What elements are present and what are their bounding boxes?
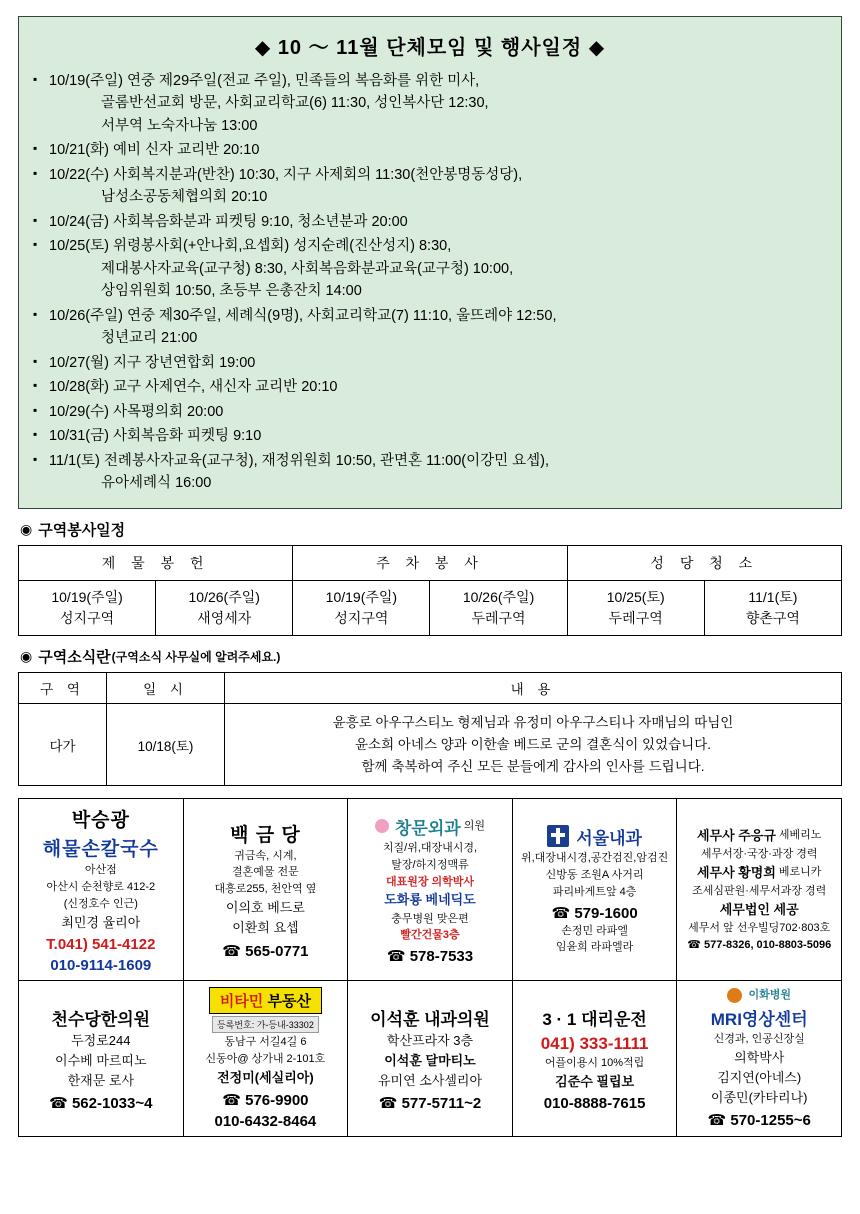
ad-banner-part2: 부동산 <box>267 992 311 1010</box>
ad-line: 신방동 조원A 사거리 <box>545 868 644 881</box>
ad-highlight: 대표원장 의학박사 <box>385 875 475 888</box>
service-header-offering: 제 물 봉 헌 <box>19 546 293 581</box>
service-cell-date: 10/26(주일) <box>188 589 260 606</box>
schedule-item-cont: 상임위원회 10:50, 초등부 은총잔치 14:00 <box>101 283 362 300</box>
service-cell-zone: 향촌구역 <box>745 610 800 627</box>
ad-31-designated-driver[interactable] <box>513 981 678 1137</box>
ad-person: 최민경 율리아 <box>61 914 141 930</box>
news-body-line: 윤흥로 아우구스티노 형제님과 유정미 아우구스티나 자매님의 따님인 <box>332 715 734 731</box>
news-section-heading <box>20 646 842 667</box>
ad-person: 전정미(세실리아) <box>217 1069 314 1085</box>
ad-person: 김준수 필립보 <box>555 1073 635 1089</box>
ad-vitamin-realestate[interactable] <box>184 981 349 1137</box>
ad-person: 이환희 요셉 <box>232 920 299 936</box>
news-header-body: 내 용 <box>225 673 842 704</box>
ad-person: 도화룡 베네딕도 <box>384 892 476 908</box>
ad-line: 귀금속, 시계, <box>234 849 297 862</box>
ad-phone[interactable]: ☎ 577-5711~2 <box>378 1095 482 1113</box>
ad-phone[interactable]: ☎ 577-8326, 010-8803-5096 <box>687 938 832 951</box>
news-header-zone: 구 역 <box>19 673 107 704</box>
ad-person: 손정민 라파엘 <box>561 924 628 937</box>
ad-clinic-suffix: 의원 <box>463 819 485 832</box>
ad-leeseokhun-clinic[interactable] <box>348 981 513 1137</box>
cross-logo-icon <box>547 825 569 847</box>
ad-line: 학산프라자 3층 <box>386 1032 474 1048</box>
ad-phone[interactable]: 041) 333-1111 <box>540 1033 649 1053</box>
ad-phone[interactable]: ☎ 565-0771 <box>222 942 309 960</box>
ad-line: 아산점 <box>84 864 117 877</box>
schedule-item-main: 10/25(토) 위령봉사회(+안나회,요셉회) 성지순례(진산성지) 8:30, <box>49 238 452 255</box>
schedule-item-main: 10/31(금) 사회복음화 피켓팅 9:10 <box>49 428 262 445</box>
ad-brand-row <box>727 988 791 1003</box>
ad-line: 결혼예물 전문 <box>231 866 299 879</box>
ad-clinic-name: 천수당한의원 <box>51 1009 151 1029</box>
schedule-item <box>31 425 829 447</box>
ad-haemul-kalguksu[interactable] <box>19 799 184 981</box>
ad-badge: 세베리노 <box>778 829 822 842</box>
ad-brand-row <box>375 814 485 839</box>
schedule-item-main: 10/29(수) 사목평의회 20:00 <box>49 403 224 420</box>
schedule-item-main: 10/24(금) 사회복음화분과 피켓팅 9:10, 청소년분과 20:00 <box>49 213 408 230</box>
service-cell-zone: 두레구역 <box>471 610 526 627</box>
service-section-heading <box>20 519 842 540</box>
service-header-cleaning: 성 당 청 소 <box>567 546 841 581</box>
schedule-item-cont: 서부역 노숙자나눔 13:00 <box>101 117 258 134</box>
ad-name-row <box>697 864 821 882</box>
news-body-line: 함께 축복하여 주신 모든 분들에게 감사의 인사를 드립니다. <box>361 758 705 774</box>
ad-cheonsudang-oriental-clinic[interactable] <box>19 981 184 1137</box>
news-heading-label: 구역소식란 <box>38 649 111 667</box>
schedule-item <box>31 352 829 374</box>
ad-shop-name: 해물손칼국수 <box>42 839 159 861</box>
ad-owner-name: 박승광 <box>71 810 130 832</box>
ad-line: 위,대장내시경,공간검진,암검진 <box>520 851 669 864</box>
ad-name-row <box>697 827 821 845</box>
ad-line: 세무서장·국장·과장 경력 <box>700 847 818 860</box>
service-cell <box>293 581 430 636</box>
service-cell <box>156 581 293 636</box>
table-row <box>19 704 842 786</box>
service-cell-date: 11/1(토) <box>748 589 798 606</box>
schedule-item-cont: 제대봉사자교육(교구청) 8:30, 사회복음화분과교육(교구청) 10:00, <box>101 260 514 277</box>
ad-mobile[interactable]: 010-6432-8464 <box>214 1112 317 1130</box>
ad-line: 조세심판원·세무서과장 경력 <box>692 884 827 897</box>
ad-person: 세무사 주응규 <box>696 827 776 843</box>
schedule-item-main: 10/28(화) 교구 사제연수, 새신자 교리반 20:10 <box>49 379 338 396</box>
ads-row-2 <box>18 981 842 1137</box>
ad-brand: 이화병원 <box>748 988 791 1001</box>
ad-phone[interactable]: ☎ 579-1600 <box>551 904 638 922</box>
ad-phone[interactable]: ☎ 562-1033~4 <box>49 1095 153 1113</box>
service-cell-date: 10/19(주일) <box>51 589 123 606</box>
ad-person: 이석훈 달마티노 <box>384 1052 476 1068</box>
ad-license: 등록번호: 가-등내-33302 <box>212 1016 319 1033</box>
service-cell-date: 10/26(주일) <box>462 589 535 606</box>
ad-person: 이수베 마르띠노 <box>55 1052 147 1068</box>
schedule-title: ◆ 10 ～ 11월 단체모임 및 행사일정 ◆ <box>254 37 606 59</box>
ad-person: 한재문 로사 <box>67 1072 134 1088</box>
ad-line: 어플이용시 10%적립 <box>544 1056 645 1069</box>
ad-line: 신경과, 인공신장실 <box>713 1032 805 1045</box>
schedule-item <box>31 305 829 350</box>
schedule-item-cont: 청년교리 21:00 <box>101 330 198 347</box>
ad-banner <box>209 987 322 1014</box>
circle-bullet-icon: ◉ <box>20 521 33 538</box>
ad-line: 세무서 앞 선우빌딩702·803호 <box>688 921 831 934</box>
news-zone: 다가 <box>19 704 107 786</box>
ad-service-name: 3 · 1 대리운전 <box>542 1009 647 1029</box>
ad-phone[interactable]: ☎ 578-7533 <box>386 948 474 966</box>
ad-clinic-name: 창문외과 <box>395 818 461 838</box>
news-date: 10/18(토) <box>107 704 225 786</box>
ad-person: 세무사 황명희 <box>696 864 776 880</box>
schedule-item-main: 10/22(수) 사회복지분과(반찬) 10:30, 지구 사제회의 11:30(천안봉명동성당), <box>49 166 523 183</box>
circle-bullet-icon: ◉ <box>20 648 33 665</box>
schedule-item-cont: 남성소공동체협의회 20:10 <box>101 189 268 206</box>
service-cell-zone: 성지구역 <box>334 610 389 627</box>
service-heading-label: 구역봉사일정 <box>38 522 126 540</box>
ad-mobile[interactable]: 010-8888-7615 <box>543 1094 646 1112</box>
ad-line: 파리바게트앞 4층 <box>552 885 637 898</box>
schedule-item-main: 10/19(주일) 연중 제29주일(전교 주일), 민족들의 복음화를 위한 미사, <box>49 73 480 89</box>
service-cell-date: 10/19(주일) <box>325 589 398 606</box>
news-table <box>18 672 842 786</box>
ad-mobile[interactable]: 010-9114-1609 <box>50 956 152 974</box>
schedule-item-main: 10/26(주일) 연중 제30주일, 세례식(9명), 사회교리학교(7) 11:10, 울뜨레야 12:50, <box>49 307 557 324</box>
ad-line: 빨간건물3층 <box>400 929 460 942</box>
schedule-item <box>31 235 829 302</box>
schedule-item-cont: 유아세례식 16:00 <box>101 474 212 491</box>
ad-address: 두정로244 <box>71 1032 131 1048</box>
ad-person: 임윤희 라파엘라 <box>555 941 634 954</box>
schedule-item <box>31 211 829 233</box>
ad-person: 이의호 베드로 <box>225 900 305 916</box>
schedule-item <box>31 450 829 495</box>
ad-changmun-surgery[interactable] <box>348 799 513 981</box>
service-header-parking: 주 차 봉 사 <box>293 546 567 581</box>
ad-line: (신정호수 인근) <box>63 897 138 910</box>
ad-firm-name: 세무법인 세공 <box>719 901 799 917</box>
schedule-item <box>31 139 829 161</box>
ad-center-name: MRI영상센터 <box>710 1009 808 1029</box>
ad-phone[interactable]: ☎ 570-1255~6 <box>707 1112 811 1130</box>
ad-line: 의학박사 <box>734 1049 785 1065</box>
ad-badge: 베로니카 <box>778 866 822 879</box>
service-cell-date: 10/25(토) <box>606 589 665 606</box>
schedule-item-main: 10/27(월) 지구 장년연합회 19:00 <box>49 354 256 371</box>
ad-line: 동남구 서길4길 6 <box>224 1035 307 1048</box>
service-cell-zone: 새영세자 <box>197 610 252 627</box>
schedule-item <box>31 376 829 398</box>
ad-line: 대흥로255, 천안역 옆 <box>214 883 317 896</box>
ad-line: 아산시 순천향로 412-2 <box>46 881 156 894</box>
table-header-row <box>19 546 842 581</box>
news-body-line: 윤소희 아네스 양과 이한솔 베드로 군의 결혼식이 있었습니다. <box>354 737 712 753</box>
service-cell <box>704 581 841 636</box>
news-body <box>225 704 842 786</box>
ad-line: 탈장/하지정맥류 <box>391 858 469 871</box>
ad-person: 김지연(아네스) <box>717 1069 802 1085</box>
ad-line: 신동아@ 상가내 2-101호 <box>205 1052 326 1065</box>
schedule-item <box>31 70 829 137</box>
schedule-item <box>31 401 829 423</box>
ad-phone[interactable]: T.041) 541-4122 <box>46 935 156 953</box>
flower-logo-icon <box>375 819 389 833</box>
schedule-box <box>18 16 842 509</box>
schedule-item-main: 10/21(화) 예비 신자 교리반 20:10 <box>49 142 260 159</box>
service-cell <box>430 581 567 636</box>
news-header-date: 일 시 <box>107 673 225 704</box>
table-row <box>19 581 842 636</box>
ad-phone[interactable]: ☎ 576-9900 <box>222 1091 309 1109</box>
ad-ewha-mri-center[interactable] <box>677 981 842 1137</box>
ads-row-1 <box>18 798 842 981</box>
table-header-row <box>19 673 842 704</box>
hospital-logo-icon <box>727 988 742 1003</box>
ad-brand-row <box>547 824 642 849</box>
ad-person: 이종민(카타리나) <box>710 1089 808 1105</box>
ad-tax-accountant[interactable] <box>677 799 842 981</box>
ad-line: 치질/위,대장내시경, <box>382 841 478 854</box>
ad-person: 유미연 소사셀리아 <box>377 1072 483 1088</box>
news-heading-sub: (구역소식 사무실에 알려주세요.) <box>111 650 281 665</box>
service-cell-zone: 성지구역 <box>60 610 115 627</box>
service-cell <box>567 581 704 636</box>
schedule-list <box>31 70 829 494</box>
schedule-item-main: 11/1(토) 전례봉사자교육(교구청), 재정위원회 10:50, 관면혼 11:00(이강민 요셉), <box>49 452 550 469</box>
ad-clinic-name: 이석훈 내과의원 <box>370 1009 490 1029</box>
schedule-item-cont: 골롬반선교회 방문, 사회교리학교(6) 11:30, 성인복사단 12:30, <box>101 95 489 112</box>
service-table <box>18 545 842 636</box>
ad-shop-name: 백 금 당 <box>230 824 301 846</box>
ad-baekgeumdang[interactable] <box>184 799 349 981</box>
ad-banner-part1: 비타민 <box>219 992 264 1010</box>
service-cell <box>19 581 156 636</box>
ad-line: 충무병원 맞은편 <box>391 912 469 925</box>
ad-clinic-name: 서울내과 <box>576 828 642 848</box>
ad-seoul-internal-medicine[interactable] <box>513 799 678 981</box>
schedule-item <box>31 164 829 209</box>
service-cell-zone: 두레구역 <box>608 610 663 627</box>
